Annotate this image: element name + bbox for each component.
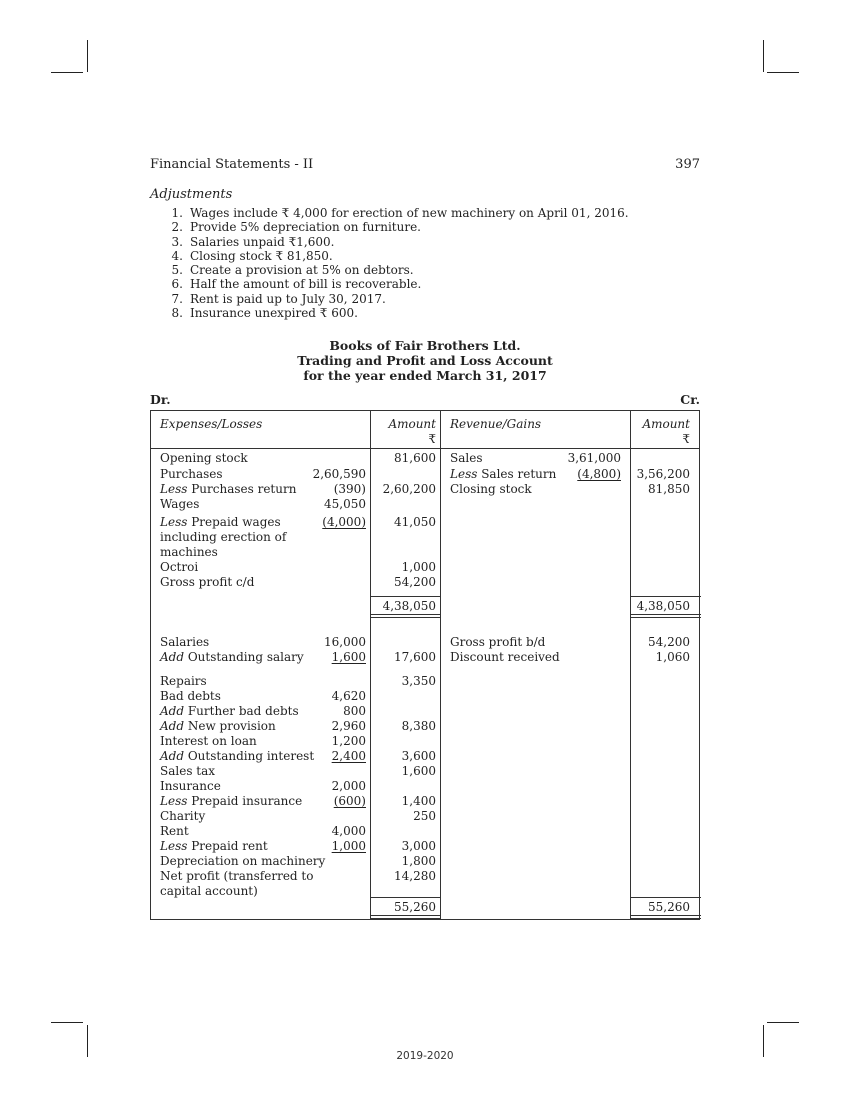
total-rule bbox=[630, 918, 701, 919]
row-label-text: Bad debts bbox=[160, 689, 221, 703]
row-label-text: Sales return bbox=[477, 467, 557, 481]
dr-label: Dr. bbox=[150, 392, 171, 407]
adjustment-text: Rent is paid up to July 30, 2017. bbox=[190, 291, 386, 306]
row-amount: 17,600 bbox=[394, 650, 436, 664]
adjustment-item bbox=[150, 277, 629, 291]
row-inner-amount: 1,000 bbox=[331, 839, 366, 853]
row-label bbox=[160, 884, 258, 899]
row-label-text: Outstanding interest bbox=[184, 749, 315, 763]
row-label bbox=[160, 650, 304, 665]
row-label-text: Purchases bbox=[160, 467, 223, 481]
row-label-text: Prepaid wages bbox=[187, 515, 281, 529]
row-label bbox=[450, 650, 560, 665]
row-label-text: Purchases return bbox=[187, 482, 297, 496]
row-label bbox=[160, 635, 209, 650]
adjustment-text: Half the amount of bill is recoverable. bbox=[190, 277, 422, 292]
adjustment-number: 6. bbox=[171, 277, 183, 292]
row-label-text: Sales tax bbox=[160, 764, 216, 778]
row-label-text: Prepaid rent bbox=[187, 839, 268, 853]
row-amount: 81,850 bbox=[648, 482, 690, 496]
page-number: 397 bbox=[675, 157, 700, 172]
total-rule bbox=[370, 897, 440, 898]
row-label bbox=[160, 809, 205, 824]
row-inner-amount: 45,050 bbox=[324, 497, 366, 511]
row-prefix: Add bbox=[160, 719, 185, 733]
row-inner-amount: 1,200 bbox=[331, 734, 366, 748]
row-label-text: Opening stock bbox=[160, 451, 248, 465]
row-amount: 54,200 bbox=[648, 635, 690, 649]
row-inner-amount: 3,61,000 bbox=[567, 451, 621, 465]
row-label-text: including erection of bbox=[160, 530, 287, 544]
row-inner-amount: 800 bbox=[343, 704, 366, 718]
row-label bbox=[160, 497, 199, 512]
crop-mark bbox=[767, 72, 799, 73]
column-divider bbox=[440, 411, 441, 919]
adjustment-item bbox=[150, 306, 629, 320]
row-label-text: Gross profit c/d bbox=[160, 575, 255, 589]
row-label-text: Insurance bbox=[160, 779, 221, 793]
total-rule bbox=[630, 897, 701, 898]
total-rule bbox=[370, 617, 440, 618]
cr-label: Cr. bbox=[680, 392, 700, 407]
company-title: Books of Fair Brothers Ltd. bbox=[329, 338, 521, 353]
row-inner-amount: 1,600 bbox=[331, 650, 366, 664]
total-rule bbox=[630, 596, 701, 597]
row-amount: 3,000 bbox=[401, 839, 436, 853]
adjustment-item bbox=[150, 263, 629, 277]
row-label-text: Charity bbox=[160, 809, 206, 823]
adjustment-number: 1. bbox=[171, 206, 183, 220]
row-inner-amount: (390) bbox=[333, 482, 366, 496]
total-rule bbox=[370, 918, 440, 919]
row-label bbox=[160, 704, 299, 719]
row-prefix: Less bbox=[450, 467, 478, 481]
row-label bbox=[160, 719, 276, 734]
total-rule bbox=[630, 614, 701, 615]
total-rule bbox=[370, 614, 440, 615]
head-amount-dr: Amount bbox=[388, 417, 436, 431]
row-amount: 1,800 bbox=[401, 854, 436, 868]
row-label-text: Rent bbox=[160, 824, 189, 838]
row-amount: 3,600 bbox=[401, 749, 436, 763]
footer-year: 2019-2020 bbox=[396, 1050, 454, 1062]
row-label-text: New provision bbox=[184, 719, 276, 733]
total-rule bbox=[370, 596, 440, 597]
pl-total-cr: 55,260 bbox=[648, 900, 690, 914]
adjustment-text: Closing stock ₹ 81,850. bbox=[190, 248, 333, 263]
row-label bbox=[160, 734, 257, 749]
row-amount: 3,350 bbox=[401, 674, 436, 688]
row-prefix: Less bbox=[160, 515, 188, 529]
row-label-text: Depreciation on machinery bbox=[160, 854, 326, 868]
row-amount: 3,56,200 bbox=[636, 467, 690, 481]
row-inner-amount: 2,960 bbox=[331, 719, 366, 733]
head-rupee-dr: ₹ bbox=[428, 432, 436, 446]
head-revenue: Revenue/Gains bbox=[450, 417, 542, 431]
adjustments-list bbox=[150, 206, 629, 320]
row-amount: 54,200 bbox=[394, 575, 436, 589]
row-label-text: Discount received bbox=[450, 650, 560, 664]
crop-mark bbox=[767, 1022, 799, 1023]
row-inner-amount: (4,000) bbox=[322, 515, 366, 529]
crop-mark bbox=[51, 1022, 83, 1023]
row-label bbox=[160, 467, 223, 482]
row-amount: 1,600 bbox=[401, 764, 436, 778]
row-label bbox=[160, 869, 313, 884]
adjustment-number: 4. bbox=[171, 248, 183, 263]
row-label-text: Prepaid insurance bbox=[187, 794, 303, 808]
row-label bbox=[160, 689, 221, 704]
row-label-text: Net profit (transferred to bbox=[160, 869, 314, 883]
adjustment-item bbox=[150, 220, 629, 234]
row-label bbox=[160, 794, 302, 809]
adjustment-text: Insurance unexpired ₹ 600. bbox=[190, 306, 358, 321]
row-label-text: Sales bbox=[450, 451, 483, 465]
row-inner-amount: 2,000 bbox=[331, 779, 366, 793]
adjustment-item bbox=[150, 206, 629, 220]
adjustment-text: Wages include ₹ 4,000 for erection of new machinery on April 01, 2016. bbox=[190, 206, 629, 220]
row-prefix: Less bbox=[160, 839, 188, 853]
adjustment-text: Salaries unpaid ₹1,600. bbox=[190, 234, 335, 249]
row-inner-amount: (4,800) bbox=[577, 467, 621, 481]
row-label bbox=[160, 839, 268, 854]
adjustment-number: 2. bbox=[171, 220, 183, 235]
row-label-text: Outstanding salary bbox=[184, 650, 304, 664]
header-rule bbox=[151, 448, 699, 449]
head-amount-cr: Amount bbox=[642, 417, 690, 431]
row-amount: 81,600 bbox=[394, 451, 436, 465]
account-table bbox=[150, 410, 700, 920]
adjustment-number: 5. bbox=[171, 263, 183, 278]
row-inner-amount: 16,000 bbox=[324, 635, 366, 649]
statement-titles bbox=[150, 338, 700, 383]
head-rupee-cr: ₹ bbox=[682, 432, 690, 446]
period-title: for the year ended March 31, 2017 bbox=[303, 368, 547, 383]
adjustment-number: 7. bbox=[171, 291, 183, 306]
adjustments-title: Adjustments bbox=[150, 187, 233, 202]
row-amount: 1,000 bbox=[401, 560, 436, 574]
row-label-text: Wages bbox=[160, 497, 200, 511]
pl-total-dr: 55,260 bbox=[394, 900, 436, 914]
row-prefix: Less bbox=[160, 794, 188, 808]
row-label bbox=[160, 575, 254, 590]
crop-mark bbox=[763, 40, 764, 72]
row-inner-amount: 2,60,590 bbox=[312, 467, 366, 481]
adjustment-text: Provide 5% depreciation on furniture. bbox=[190, 220, 421, 235]
adjustment-number: 8. bbox=[171, 306, 183, 321]
row-inner-amount: (600) bbox=[333, 794, 366, 808]
row-label bbox=[160, 482, 296, 497]
row-inner-amount: 2,400 bbox=[331, 749, 366, 763]
adjustment-number: 3. bbox=[171, 234, 183, 249]
row-label-text: Further bad debts bbox=[184, 704, 299, 718]
row-prefix: Add bbox=[160, 704, 185, 718]
row-prefix: Add bbox=[160, 749, 185, 763]
row-label-text: Gross profit b/d bbox=[450, 635, 546, 649]
crop-mark bbox=[51, 72, 83, 73]
row-amount: 250 bbox=[413, 809, 436, 823]
row-label-text: machines bbox=[160, 545, 218, 559]
row-amount: 14,280 bbox=[394, 869, 436, 883]
row-amount: 2,60,200 bbox=[382, 482, 436, 496]
row-label bbox=[450, 482, 532, 497]
adjustment-item bbox=[150, 235, 629, 249]
row-inner-amount: 4,620 bbox=[331, 689, 366, 703]
total-rule bbox=[370, 915, 440, 916]
row-label-text: capital account) bbox=[160, 884, 258, 898]
account-title: Trading and Profit and Loss Account bbox=[297, 353, 553, 368]
row-label-text: Closing stock bbox=[450, 482, 532, 496]
row-amount: 41,050 bbox=[394, 515, 436, 529]
head-expenses: Expenses/Losses bbox=[160, 417, 263, 431]
total-rule bbox=[630, 915, 701, 916]
row-label bbox=[160, 451, 248, 466]
adjustment-text: Create a provision at 5% on debtors. bbox=[190, 263, 414, 278]
row-label bbox=[160, 764, 215, 779]
running-header: Financial Statements - II bbox=[150, 157, 314, 172]
row-label bbox=[160, 674, 207, 689]
row-label-text: Salaries bbox=[160, 635, 210, 649]
total-rule bbox=[630, 617, 701, 618]
crop-mark bbox=[87, 40, 88, 72]
row-label bbox=[160, 749, 314, 764]
row-prefix: Add bbox=[160, 650, 185, 664]
trading-total-dr: 4,38,050 bbox=[382, 599, 436, 613]
row-prefix: Less bbox=[160, 482, 188, 496]
row-label bbox=[160, 854, 325, 869]
row-label bbox=[160, 560, 198, 575]
row-label bbox=[160, 545, 218, 560]
row-label-text: Interest on loan bbox=[160, 734, 257, 748]
row-amount: 8,380 bbox=[401, 719, 436, 733]
row-amount: 1,060 bbox=[655, 650, 690, 664]
row-label bbox=[450, 467, 556, 482]
row-label-text: Octroi bbox=[160, 560, 199, 574]
row-label bbox=[160, 779, 221, 794]
row-label-text: Repairs bbox=[160, 674, 207, 688]
row-amount: 1,400 bbox=[401, 794, 436, 808]
adjustment-item bbox=[150, 249, 629, 263]
row-label bbox=[450, 451, 482, 466]
row-label bbox=[160, 530, 286, 545]
adjustment-item bbox=[150, 292, 629, 306]
row-label bbox=[160, 824, 189, 839]
row-label bbox=[450, 635, 545, 650]
row-label bbox=[160, 515, 281, 530]
row-inner-amount: 4,000 bbox=[331, 824, 366, 838]
trading-total-cr: 4,38,050 bbox=[636, 599, 690, 613]
